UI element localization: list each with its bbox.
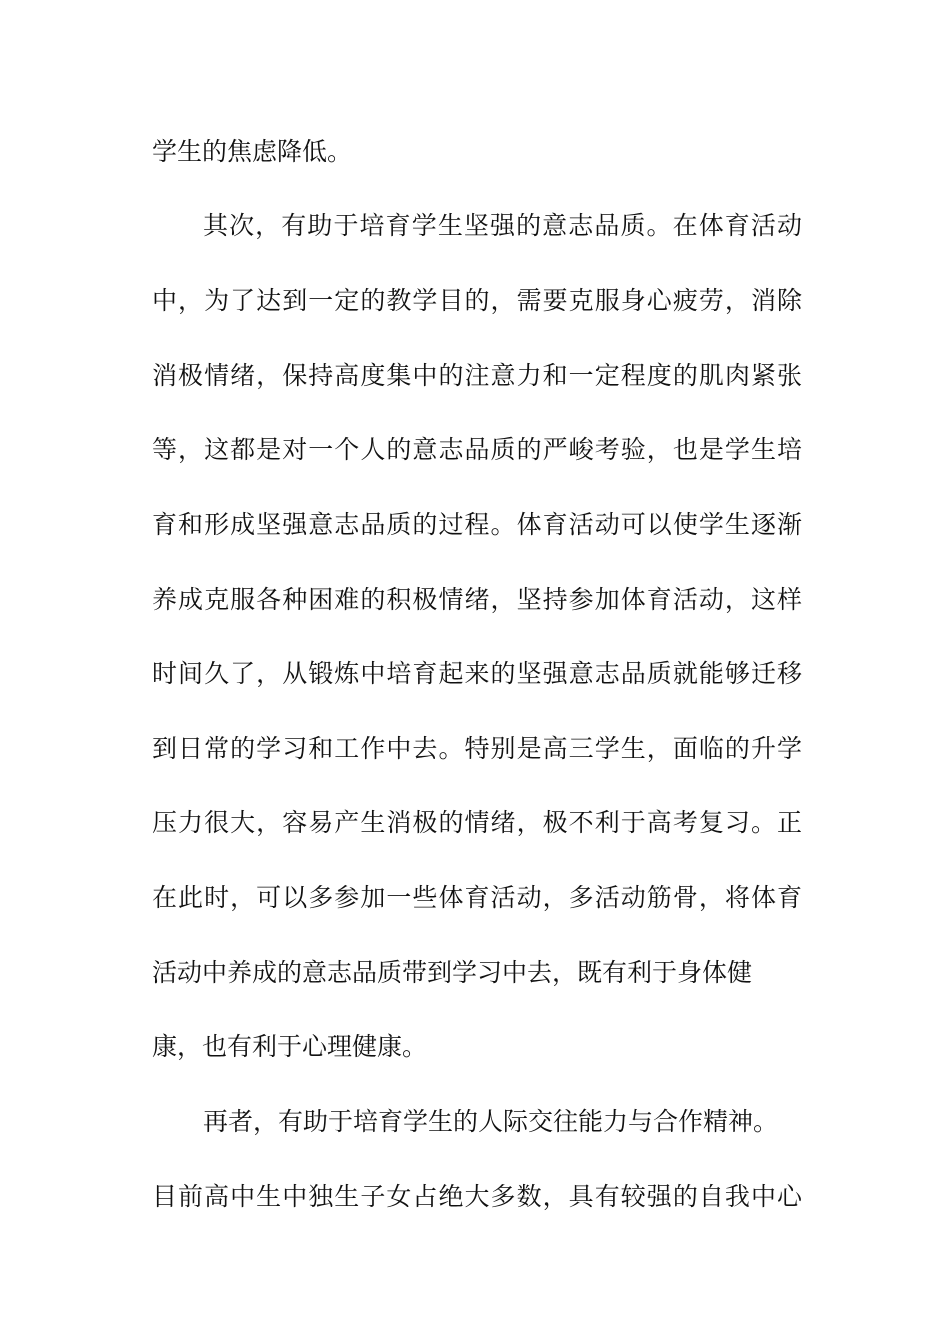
text-line: 压力很大，容易产生消极的情绪，极不利于高考复习。正 (152, 808, 802, 837)
text-line: 活动中养成的意志品质带到学习中去，既有利于身体健 (152, 958, 753, 987)
text-line: 学生的焦虑降低。 (152, 137, 353, 166)
text-line: 消极情绪，保持高度集中的注意力和一定程度的肌肉紧张 (152, 361, 802, 390)
text-line: 到日常的学习和工作中去。特别是高三学生，面临的升学 (152, 734, 802, 763)
text-line: 康，也有利于心理健康。 (152, 1032, 428, 1061)
text-line: 育和形成坚强意志品质的过程。体育活动可以使学生逐渐 (152, 510, 802, 539)
text-line: 再者，有助于培育学生的人际交往能力与合作精神。 (203, 1107, 779, 1136)
text-line: 等，这都是对一个人的意志品质的严峻考验，也是学生培 (152, 435, 802, 464)
text-line: 中，为了达到一定的教学目的，需要克服身心疲劳，消除 (152, 286, 802, 315)
text-line: 时间久了，从锻炼中培育起来的坚强意志品质就能够迁移 (152, 659, 802, 688)
text-line: 养成克服各种困难的积极情绪，坚持参加体育活动，这样 (152, 585, 802, 614)
text-line: 目前高中生中独生子女占绝大多数，具有较强的自我中心 (152, 1182, 802, 1211)
text-line: 其次，有助于培育学生坚强的意志品质。在体育活动 (203, 211, 802, 240)
text-line: 在此时，可以多参加一些体育活动，多活动筋骨，将体育 (152, 883, 802, 912)
